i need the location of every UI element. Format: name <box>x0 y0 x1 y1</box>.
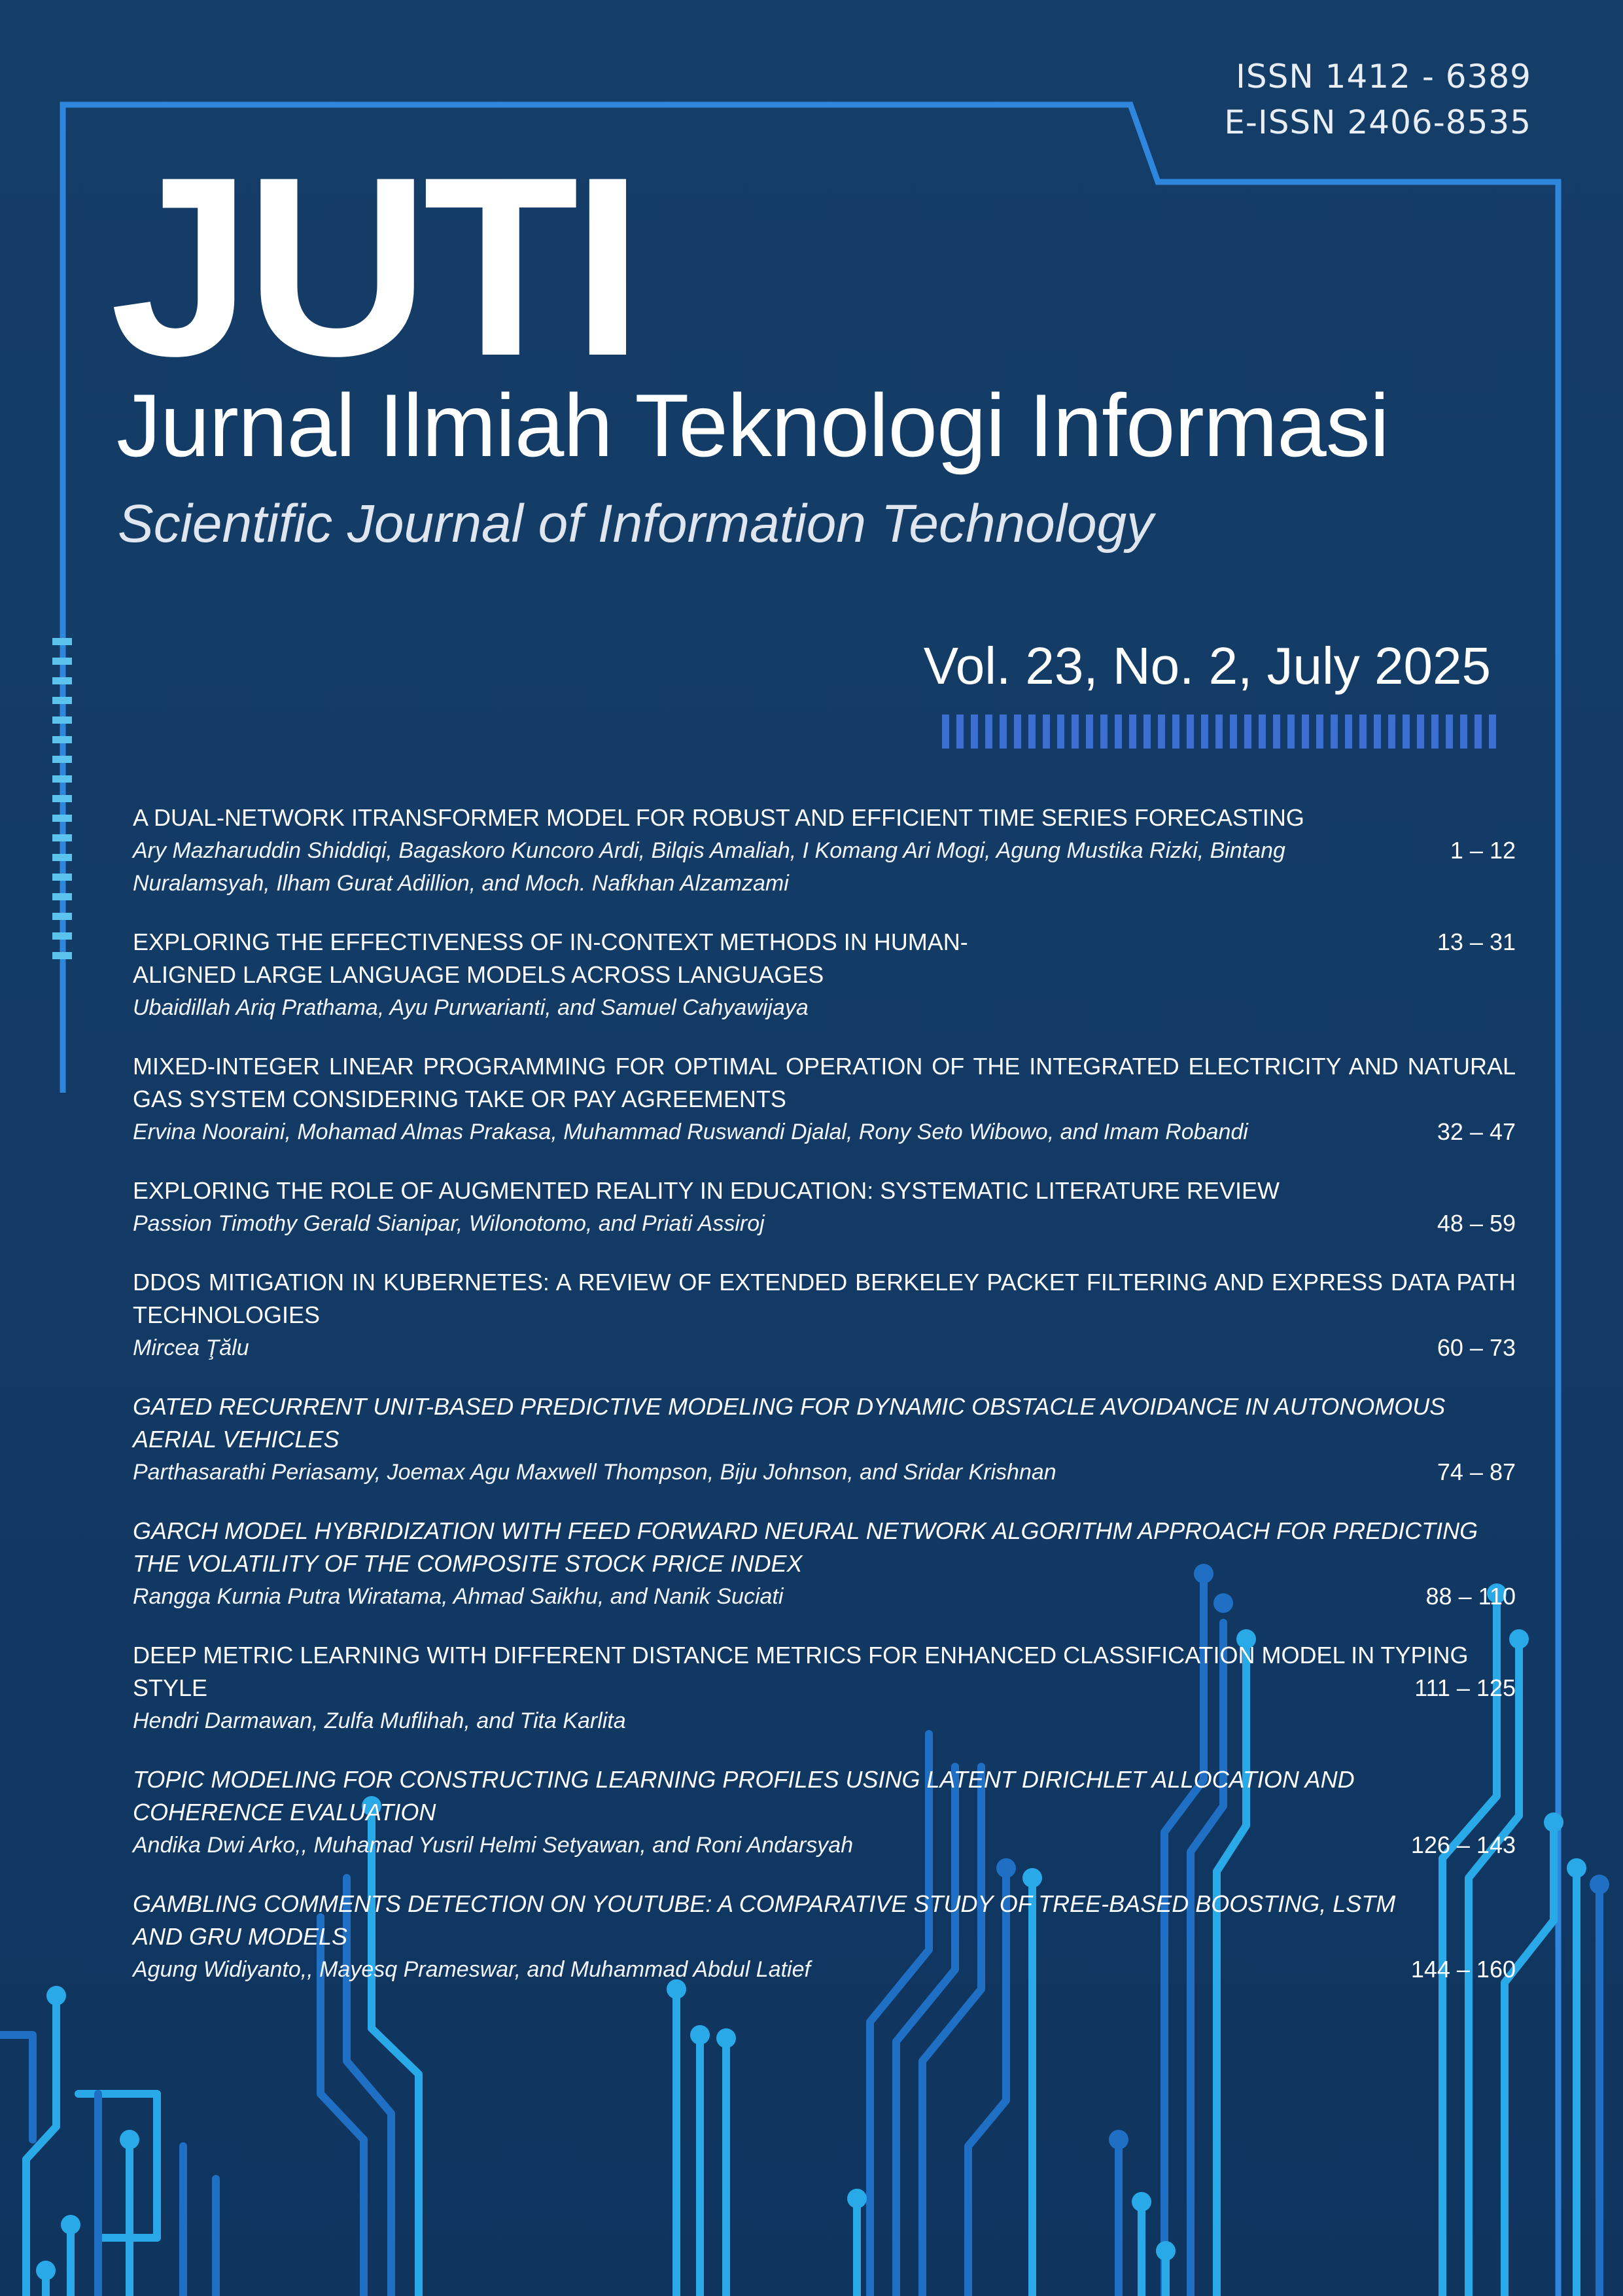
article-title: EXPLORING THE EFFECTIVENESS OF IN-CONTEXT METHODS IN HUMAN-ALIGNED LARGE LANGUAGE MODELS ACROSS LANGUAGES <box>133 928 968 988</box>
table-of-contents <box>133 802 1516 2012</box>
article-pages: 60 – 73 <box>1437 1334 1516 1361</box>
journal-title-indonesian: Jurnal Ilmiah Teknologi Informasi <box>116 376 1389 475</box>
toc-entry[interactable] <box>133 1888 1516 1986</box>
article-authors: Passion Timothy Gerald Sianipar, Wilonotomo, and Priati Assiroj <box>133 1211 765 1236</box>
toc-entry[interactable] <box>133 1174 1516 1240</box>
article-authors: Parthasarathi Periasamy, Joemax Agu Maxwell Thompson, Biju Johnson, and Sridar Krishnan <box>133 1460 1056 1485</box>
article-pages: 1 – 12 <box>1450 837 1516 864</box>
article-authors: Ary Mazharuddin Shiddiqi, Bagaskoro Kuncoro Ardi, Bilqis Amaliah, I Komang Ari Mogi, Agung Mustika Rizki, Bintang Nuralamsyah, Ilham Gurat Adillion, and Moch. Nafkhan Alzamzami <box>133 838 1285 896</box>
issn-print: ISSN 1412 - 6389 <box>1236 58 1531 96</box>
article-title: GAMBLING COMMENTS DETECTION ON YOUTUBE: A COMPARATIVE STUDY OF TREE-BASED BOOSTING, LSTM AND GRU MODELS <box>133 1890 1396 1950</box>
toc-entry[interactable] <box>133 1266 1516 1364</box>
toc-entry[interactable] <box>133 1763 1516 1862</box>
article-pages: 74 – 87 <box>1437 1458 1516 1485</box>
article-authors: Ubaidillah Ariq Prathama, Ayu Purwarianti, and Samuel Cahyawijaya <box>133 995 809 1020</box>
toc-entry[interactable] <box>133 926 1516 1024</box>
article-authors: Rangga Kurnia Putra Wiratama, Ahmad Saikhu, and Nanik Suciati <box>133 1584 784 1609</box>
journal-logo: JUTI <box>110 124 637 409</box>
article-pages: 48 – 59 <box>1437 1210 1516 1237</box>
article-pages: 13 – 31 <box>1437 928 1516 955</box>
issue-dash-bar <box>942 715 1496 749</box>
article-title: MIXED-INTEGER LINEAR PROGRAMMING FOR OPTIMAL OPERATION OF THE INTEGRATED ELECTRICITY AND NATURAL GAS SYSTEM CONSIDERING TAKE OR PAY AGREEMENTS <box>133 1053 1516 1112</box>
article-authors: Andika Dwi Arko,, Muhamad Yusril Helmi Setyawan, and Roni Andarsyah <box>133 1833 854 1858</box>
article-pages: 111 – 125 <box>1414 1674 1516 1701</box>
toc-entry[interactable] <box>133 1390 1516 1489</box>
article-title: EXPLORING THE ROLE OF AUGMENTED REALITY IN EDUCATION: SYSTEMATIC LITERATURE REVIEW <box>133 1177 1280 1204</box>
toc-entry[interactable] <box>133 802 1516 900</box>
article-title: TOPIC MODELING FOR CONSTRUCTING LEARNING PROFILES USING LATENT DIRICHLET ALLOCATION AND COHERENCE EVALUATION <box>133 1766 1355 1826</box>
issn-online: E-ISSN 2406-8535 <box>1224 103 1531 141</box>
article-title: GARCH MODEL HYBRIDIZATION WITH FEED FORWARD NEURAL NETWORK ALGORITHM APPROACH FOR PREDICTING THE VOLATILITY OF THE COMPOSITE STOCK PRICE INDEX <box>133 1517 1478 1577</box>
toc-entry[interactable] <box>133 1515 1516 1613</box>
article-authors: Mircea Ţălu <box>133 1335 249 1360</box>
article-pages: 88 – 110 <box>1425 1583 1516 1610</box>
article-authors: Agung Widiyanto,, Mayesq Prameswar, and Muhammad Abdul Latief <box>133 1957 811 1982</box>
issue-info: Vol. 23, No. 2, July 2025 <box>923 637 1491 695</box>
article-title: DDOS MITIGATION IN KUBERNETES: A REVIEW OF EXTENDED BERKELEY PACKET FILTERING AND EXPRESS DATA PATH TECHNOLOGIES <box>133 1269 1516 1328</box>
article-pages: 32 – 47 <box>1437 1118 1516 1145</box>
article-title: A DUAL-NETWORK ITRANSFORMER MODEL FOR ROBUST AND EFFICIENT TIME SERIES FORECASTING <box>133 804 1304 831</box>
article-title: DEEP METRIC LEARNING WITH DIFFERENT DISTANCE METRICS FOR ENHANCED CLASSIFICATION MODEL IN TYPING STYLE <box>133 1642 1469 1701</box>
toc-entry[interactable] <box>133 1639 1516 1737</box>
article-authors: Ervina Nooraini, Mohamad Almas Prakasa, Muhammad Ruswandi Djalal, Rony Seto Wibowo, and Imam Robandi <box>133 1120 1248 1144</box>
article-pages: 126 – 143 <box>1410 1831 1516 1858</box>
article-authors: Hendri Darmawan, Zulfa Muflihah, and Tita Karlita <box>133 1708 626 1733</box>
journal-title-english: Scientific Journal of Information Technology <box>118 494 1154 554</box>
article-title: GATED RECURRENT UNIT-BASED PREDICTIVE MODELING FOR DYNAMIC OBSTACLE AVOIDANCE IN AUTONOMOUS AERIAL VEHICLES <box>133 1393 1446 1453</box>
toc-entry[interactable] <box>133 1050 1516 1148</box>
article-pages: 144 – 160 <box>1410 1956 1516 1983</box>
